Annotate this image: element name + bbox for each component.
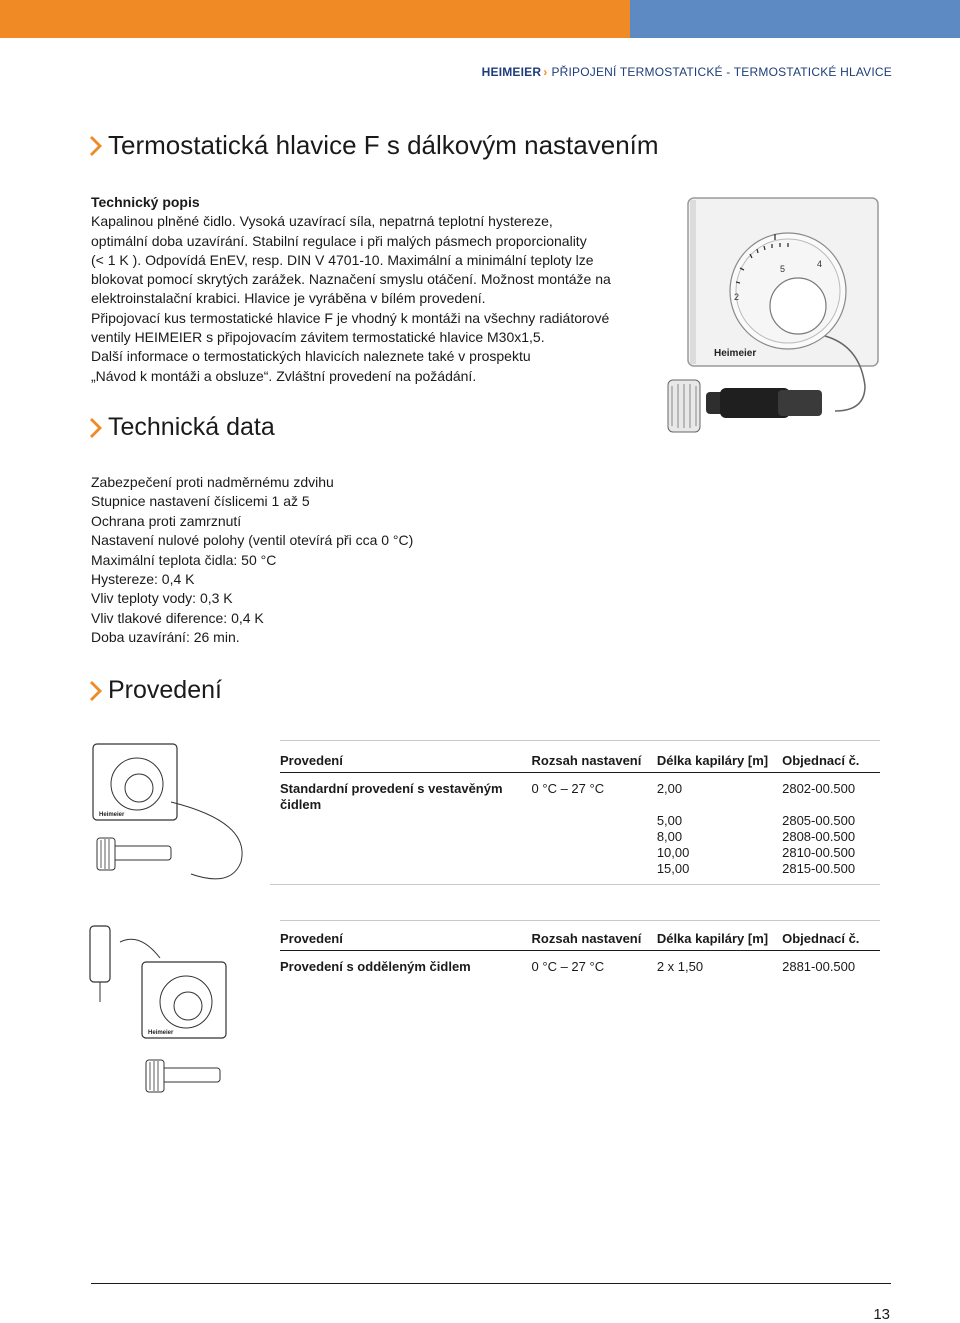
chevron-right-icon: › — [543, 65, 548, 79]
chevron-right-icon — [90, 680, 104, 702]
thumb-brand-label: Heimeier — [148, 1030, 174, 1036]
column-header: Rozsah nastavení — [531, 752, 642, 768]
header-path: PŘIPOJENÍ TERMOSTATICKÉ - TERMOSTATICKÉ HLAVICE — [551, 65, 892, 79]
header-orange-band — [0, 0, 645, 38]
list-item: Ochrana proti zamrznutí — [91, 512, 242, 529]
capillary-length: 10,00 — [656, 845, 690, 860]
description-line: (< 1 K ). Odpovídá EnEV, resp. DIN V 4701-10. Maximální a minimální teploty lze — [91, 251, 594, 268]
list-item: Nastavení nulové polohy (ventil otevírá při cca 0 °C) — [91, 532, 414, 549]
thumb-brand-label: Heimeier — [99, 812, 125, 818]
list-item: Zabezpečení proti nadměrnému zdvihu — [91, 474, 334, 490]
svg-text:2: 2 — [734, 292, 740, 302]
capillary-length: 15,00 — [656, 861, 690, 876]
chevron-right-icon — [90, 417, 104, 439]
svg-text:5: 5 — [780, 264, 786, 274]
version-name-line: čidlem — [280, 797, 322, 812]
order-number: 2805-00.500 — [782, 813, 856, 828]
table-header — [280, 926, 880, 950]
version-name: Provedení s odděleným čidlem — [280, 959, 471, 974]
description-line: „Návod k montáži a obsluze“. Zvláštní provedení na požádání. — [91, 367, 477, 384]
remote-sensor-version-drawing — [80, 922, 252, 1102]
table-row — [280, 959, 880, 975]
main-title-text: Termostatická hlavice F s dálkovým nastavením — [108, 130, 659, 160]
section-versions — [90, 676, 222, 705]
list-item: Hystereze: 0,4 K — [91, 571, 195, 588]
column-header: Délka kapiláry [m] — [656, 930, 769, 946]
capillary-length: 8,00 — [656, 829, 683, 844]
column-header: Objednací č. — [782, 930, 860, 946]
header-rule — [280, 772, 880, 773]
header-brand: HEIMEIER — [481, 65, 542, 79]
capillary-length: 2,00 — [656, 781, 683, 796]
description-heading: Technický popis — [91, 194, 200, 210]
order-number: 2808-00.500 — [782, 829, 856, 844]
page-number: 13 — [873, 1306, 890, 1323]
list-item: Vliv teploty vody: 0,3 K — [91, 590, 233, 607]
description-line: Kapalinou plněné čidlo. Vysoká uzavírací síla, nepatrná teplotní hystereze, — [91, 213, 553, 230]
photo-brand-label: Heimeier — [714, 348, 757, 359]
column-header: Délka kapiláry [m] — [656, 752, 769, 768]
description-line: ventily HEIMEIER s připojovacím závitem termostatické hlavice M30x1,5. — [91, 329, 545, 346]
svg-text:4: 4 — [817, 259, 823, 269]
column-header: Rozsah nastavení — [531, 930, 642, 946]
thermostat-product-photo — [660, 196, 882, 438]
running-header — [482, 65, 892, 79]
description-line: blokovat pomocí skrytých zarážek. Naznačení smyslu otáčení. Možnost montáže na — [91, 271, 611, 288]
list-item: Maximální teplota čidla: 50 °C — [91, 551, 277, 568]
column-header: Objednací č. — [782, 752, 860, 768]
list-item: Doba uzavírání: 26 min. — [91, 629, 240, 646]
standard-version-drawing — [91, 742, 263, 888]
capillary-length: 5,00 — [656, 813, 683, 828]
column-header: Provedení — [280, 930, 343, 946]
technical-data-list — [91, 473, 413, 648]
setting-range: 0 °C – 27 °C — [531, 959, 605, 974]
header-rule — [280, 950, 880, 951]
list-item: Vliv tlakové diference: 0,4 K — [91, 609, 264, 626]
footer-rule — [91, 1283, 891, 1284]
setting-range: 0 °C – 27 °C — [531, 781, 605, 796]
technical-description — [91, 193, 651, 386]
description-line: Připojovací kus termostatické hlavice F je vhodný k montáži na všechny radiátorové — [91, 309, 610, 326]
column-header: Provedení — [280, 752, 343, 768]
main-title — [90, 130, 659, 161]
description-line: elektroinstalační krabici. Hlavice je vyráběna v bílém provedení. — [91, 290, 486, 307]
technical-data-title: Technická data — [108, 413, 275, 441]
versions-title: Provedení — [108, 676, 222, 704]
table-divider — [280, 920, 880, 921]
description-line: optimální doba uzavírání. Stabilní regulace i při malých pásmech proporcionality — [91, 232, 587, 249]
table-row — [280, 829, 880, 845]
table-header — [280, 748, 880, 772]
table-row — [280, 861, 880, 877]
header-blue-band — [630, 0, 960, 38]
chevron-right-icon — [90, 135, 104, 157]
table-divider — [270, 884, 880, 885]
version-name — [280, 781, 532, 813]
order-number: 2815-00.500 — [782, 861, 856, 876]
table-divider — [280, 740, 880, 741]
table-row — [280, 781, 880, 813]
description-line: Další informace o termostatických hlavicích naleznete také v prospektu — [91, 348, 531, 365]
table-row — [280, 813, 880, 829]
capillary-length: 2 x 1,50 — [656, 959, 704, 974]
versions-table-1 — [280, 748, 880, 877]
table-row — [280, 845, 880, 861]
section-technical-data — [90, 413, 275, 442]
list-item: Stupnice nastavení číslicemi 1 až 5 — [91, 493, 310, 510]
order-number: 2810-00.500 — [782, 845, 856, 860]
order-number: 2802-00.500 — [782, 781, 856, 796]
order-number: 2881-00.500 — [782, 959, 856, 974]
versions-table-2 — [280, 926, 880, 975]
version-name-line: Standardní provedení s vestavěným — [280, 781, 503, 796]
